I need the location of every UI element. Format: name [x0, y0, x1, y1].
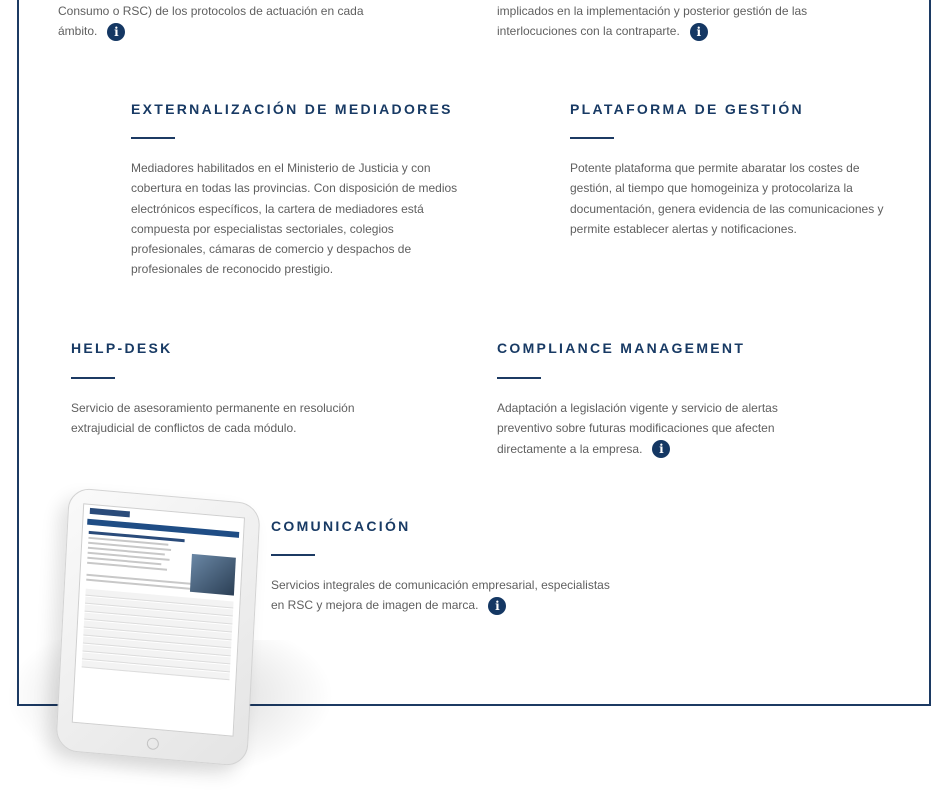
tablet-home-button — [147, 737, 160, 750]
text-line: gestión, al tiempo que homogeiniza y protocolariza la — [570, 181, 853, 196]
text-line — [497, 439, 778, 459]
text-line: Servicios integrales de comunicación empresarial, especialistas — [271, 578, 610, 592]
top-right-text — [497, 1, 807, 42]
text-line: Adaptación a legislación vigente y servicio de alertas — [497, 401, 778, 415]
tablet-screen-photo — [190, 554, 236, 596]
section-text-compliance — [497, 398, 778, 459]
section-text-plataforma — [570, 158, 884, 239]
section-text-mediadores — [131, 158, 457, 280]
text-line: extrajudicial de conflictos de cada módulo. — [71, 421, 297, 436]
text-line: profesionales, cámaras de comercio y despachos de — [131, 242, 412, 257]
section-divider — [71, 377, 115, 379]
section-divider — [271, 554, 315, 556]
section-title-plataforma: PLATAFORMA DE GESTIÓN — [570, 101, 804, 117]
tablet-illustration — [55, 487, 261, 767]
text-line: permite establecer alertas y notificaciones. — [570, 221, 797, 236]
text-line: Servicio de asesoramiento permanente en resolución — [71, 401, 355, 415]
text-line: electrónicos específicos, la cartera de mediadores está — [131, 201, 424, 216]
top-left-line-2 — [58, 21, 364, 41]
top-right-line-2 — [497, 21, 807, 41]
text-line-content: directamente a la empresa. — [497, 441, 643, 456]
top-left-text — [58, 1, 364, 42]
section-title-helpdesk: HELP-DESK — [71, 340, 173, 356]
text-line: compuesta por especialistas sectoriales, colegios — [131, 221, 394, 236]
text-line: preventivo sobre futuras modificaciones que afecten — [497, 421, 775, 436]
text-line: cobertura en todas las provincias. Con disposición de medios — [131, 181, 458, 196]
section-text-comunicacion — [271, 575, 610, 616]
text-line: Potente plataforma que permite abaratar los costes de — [570, 161, 860, 175]
text-line: documentación, genera evidencia de las comunicaciones y — [570, 201, 884, 216]
info-icon[interactable]: i — [652, 440, 670, 458]
text-line-content: en RSC y mejora de imagen de marca. — [271, 598, 479, 613]
text-line — [271, 595, 610, 615]
section-title-compliance: COMPLIANCE MANAGEMENT — [497, 340, 746, 356]
text-line: Mediadores habilitados en el Ministerio de Justicia y con — [131, 161, 431, 175]
top-right-line-1: implicados en la implementación y posterior gestión de las — [497, 4, 808, 18]
tablet-screen-logo — [90, 508, 130, 517]
text-line: profesionales de reconocido prestigio. — [131, 262, 334, 277]
tablet-screen-table — [82, 589, 234, 681]
section-divider — [570, 137, 614, 139]
section-divider — [497, 377, 541, 379]
info-icon[interactable]: i — [488, 597, 506, 615]
tablet-screen — [72, 503, 245, 736]
section-title-comunicacion: COMUNICACIÓN — [271, 518, 411, 534]
section-text-helpdesk — [71, 398, 355, 439]
section-title-mediadores: EXTERNALIZACIÓN DE MEDIADORES — [131, 101, 453, 117]
info-icon[interactable]: i — [107, 23, 125, 41]
top-right-line-2-text: interlocuciones con la contraparte. — [497, 24, 680, 39]
top-left-line-1: Consumo o RSC) de los protocolos de actuación en cada — [58, 4, 364, 18]
info-icon[interactable]: i — [690, 23, 708, 41]
section-divider — [131, 137, 175, 139]
top-left-line-2-text: ámbito. — [58, 24, 98, 39]
